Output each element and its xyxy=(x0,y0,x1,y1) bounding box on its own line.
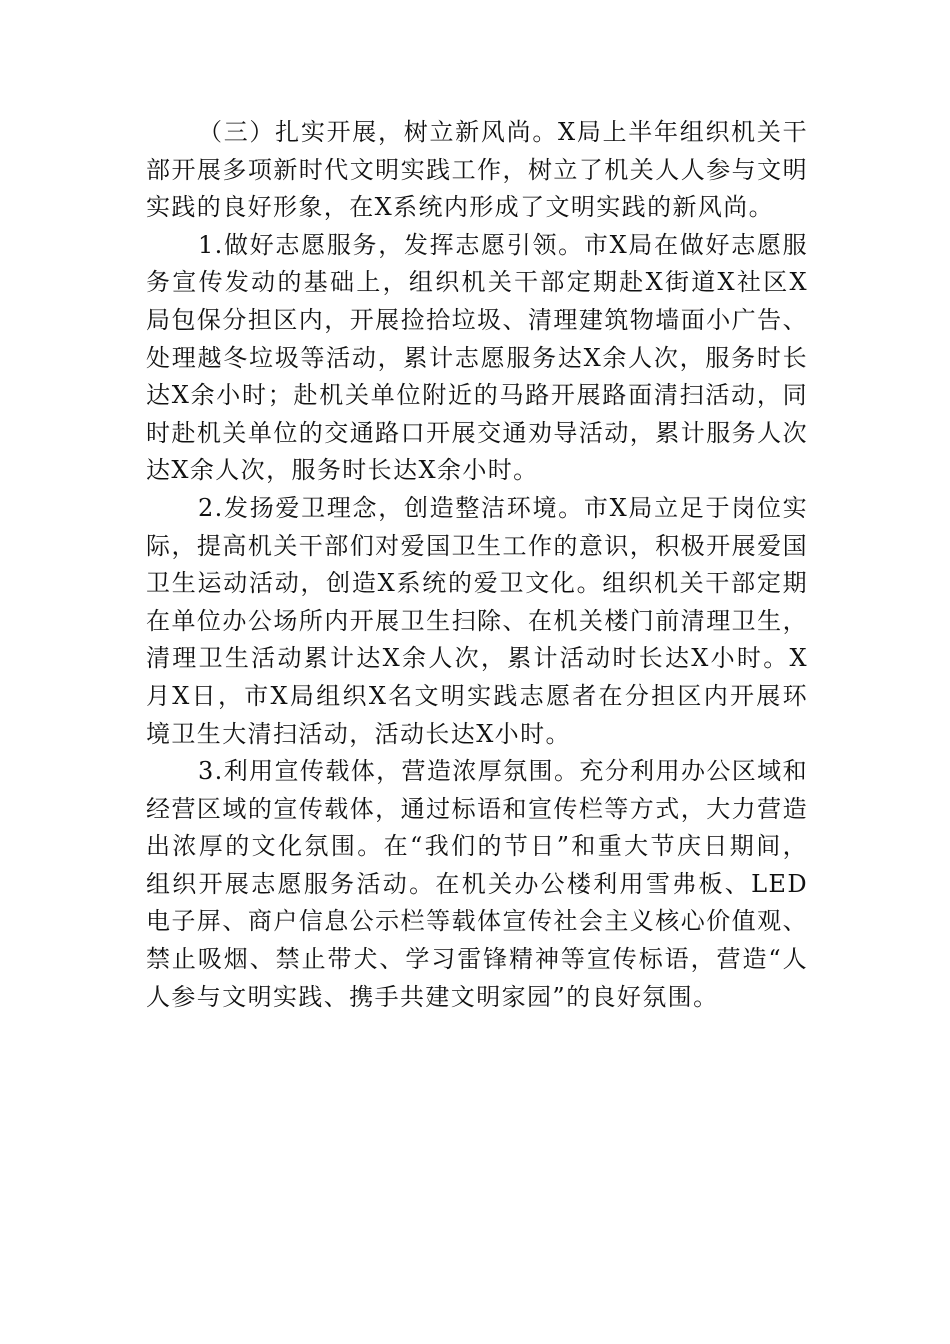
document-body xyxy=(146,114,808,1016)
paragraph-publicity: 3.利用宣传载体，营造浓厚氛围。充分利用办公区域和经营区域的宣传载体，通过标语和宣传栏等方式，大力营造出浓厚的文化氛围。在“我们的节日”和重大节庆日期间，组织开展志愿服务活动。在机关办公楼利用雪弗板、LED电子屏、商户信息公示栏等载体宣传社会主义核心价值观、禁止吸烟、禁止带犬、学习雷锋精神等宣传标语，营造“人人参与文明实践、携手共建文明家园”的良好氛围。 xyxy=(146,757,808,1011)
paragraph-sanitation: 2.发扬爱卫理念，创造整洁环境。市X局立足于岗位实际，提高机关干部们对爱国卫生工作的意识，积极开展爱国卫生运动活动，创造X系统的爱卫文化。组织机关干部定期在单位办公场所内开展卫生扫除、在机关楼门前清理卫生，清理卫生活动累计达X余人次，累计活动时长达X小时。X月X日，市X局组织X名文明实践志愿者在分担区内开展环境卫生大清扫活动，活动长达X小时。 xyxy=(146,493,808,748)
paragraph-section-three: （三）扎实开展，树立新风尚。X局上半年组织机关干部开展多项新时代文明实践工作，树立了机关人人参与文明实践的良好形象，在X系统内形成了文明实践的新风尚。 xyxy=(146,118,808,222)
paragraph-volunteer-service: 1.做好志愿服务，发挥志愿引领。市X局在做好志愿服务宣传发动的基础上，组织机关干部定期赴X街道X社区X局包保分担区内，开展捡拾垃圾、清理建筑物墙面小广告、处理越冬垃圾等活动，累计志愿服务达X余人次，服务时长达X余小时；赴机关单位附近的马路开展路面清扫活动，同时赴机关单位的交通路口开展交通劝导活动，累计服务人次达X余人次，服务时长达X余小时。 xyxy=(146,230,808,485)
